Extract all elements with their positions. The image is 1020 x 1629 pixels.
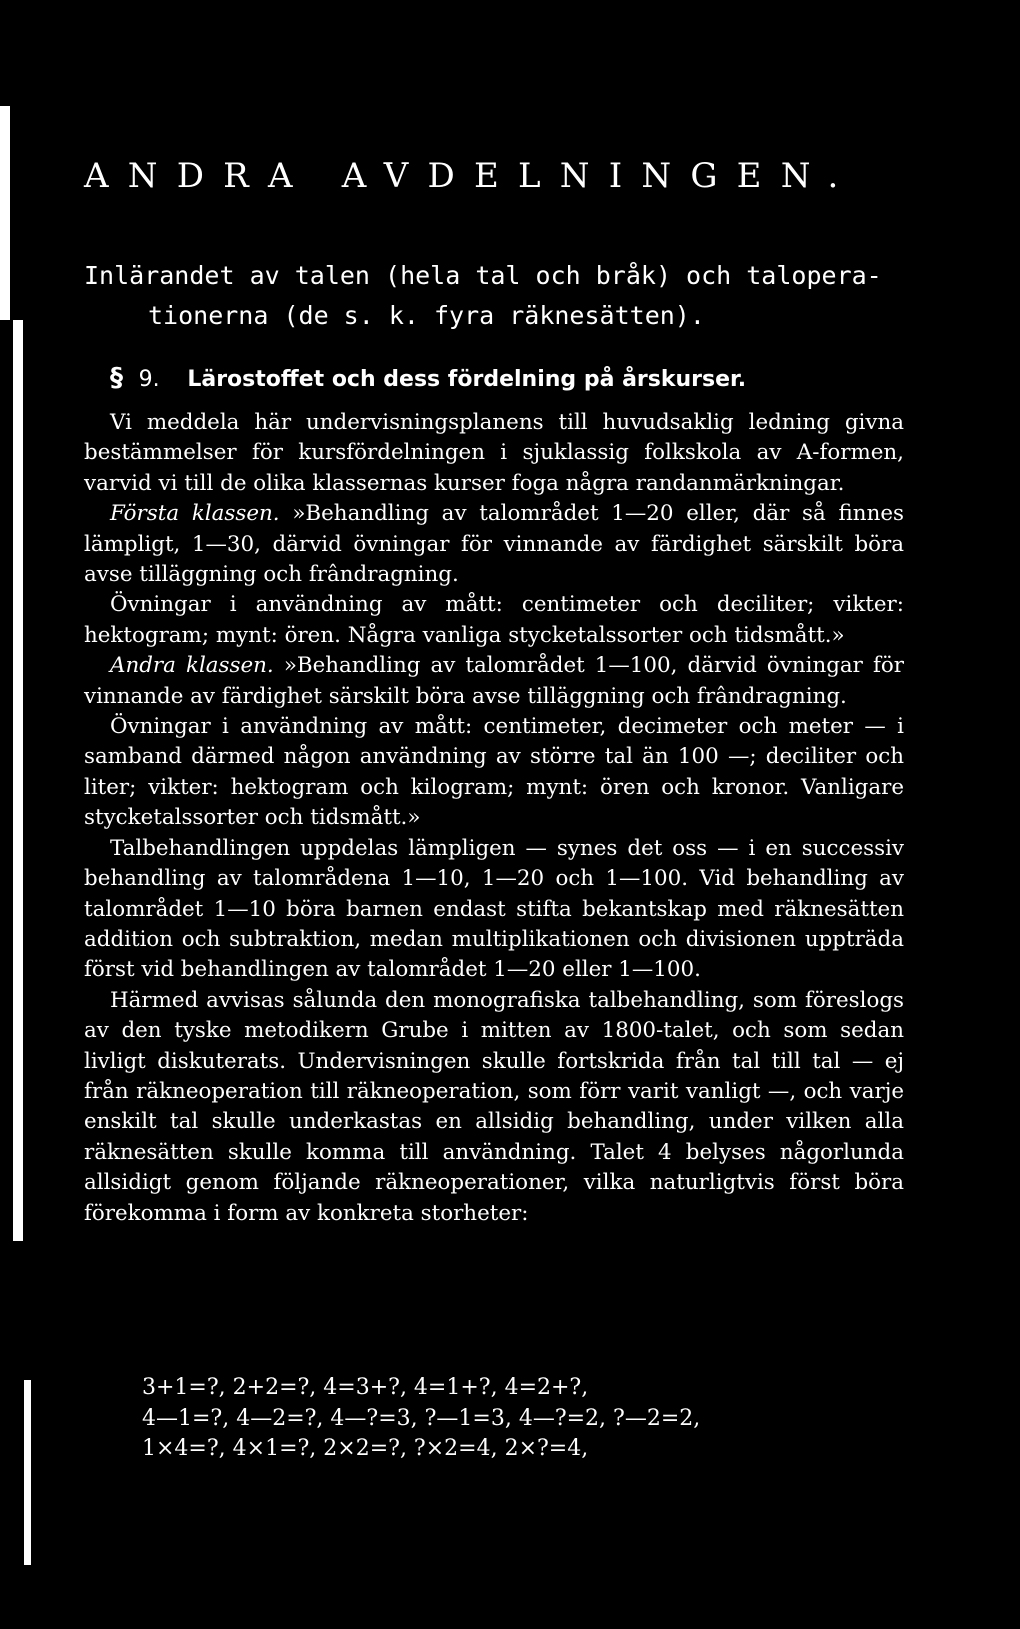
formula-line: 1×4=?, 4×1=?, 2×2=?, ?×2=4, 2×?=4, [142, 1436, 589, 1461]
margin-bar [13, 320, 23, 1241]
paragraph-text: Vi meddela här undervisningsplanens till huvudsaklig ledning givna bestämmelser för kursfördelningen i sjuklassig folkskola av A-formen, varvid vi till de olika klassernas kurser foga några randanmärkningar. [84, 410, 904, 496]
paragraph-text: Härmed avvisas sålunda den monografiska talbehandling, som föreslogs av den tyske metodikern Grube i mitten av 1800-talet, och som sedan livligt diskuterats. Undervisningen skulle fortskrida från tal till tal — ej från räkneoperation till räkneoperation, som förr varit vanligt —, och varje enskilt tal skulle underkastas en allsidig behandling, under vilken alla räknesätten skulle komma till användning. Talet 4 belyses någorlunda allsidigt genom följande räkneoperationer, vilka naturligtvis först böra förekomma i form av konkreta storheter: [84, 987, 904, 1226]
margin-bar [24, 1380, 31, 1565]
paragraph-text: Övningar i användning av mått: centimeter, decimeter och meter — i samband därmed någon användning av större tal än 100 —; deciliter och liter; vikter: hektogram och kilogram; mynt: ören och kronor. Vanligare stycketalssorter och tidsmått.» [84, 714, 904, 831]
section-title: Lärostoffet och dess fördelning på årskurser. [187, 367, 747, 392]
subtitle-line-2: tionerna (de s. k. fyra räknesätten). [148, 301, 705, 330]
paragraph [84, 712, 904, 834]
paragraph-text: »Behandling av talområdet 1—20 eller, där så finnes lämpligt, 1—30, därvid övningar för vinnande av färdighet särskilt böra avse tilläggning och frândragning. [84, 501, 904, 588]
paragraph-text: »Behandling av talområdet 1—100, därvid övningar för vinnande av färdighet särskilt böra avse tilläggning och frândragning. [84, 653, 904, 709]
paragraph-text: Övningar i användning av mått: centimeter och deciliter; vikter: hektogram; mynt: ören. Några vanliga stycketalssorter och tidsmått.» [84, 592, 904, 648]
subtitle-line-1: Inlärandet av talen (hela tal och bråk) och talopera- [84, 261, 882, 290]
paragraph [84, 651, 904, 712]
paragraph [84, 986, 904, 1229]
formula-line: 4—1=?, 4—2=?, 4—?=3, ?—1=3, 4—?=2, ?—2=2, [142, 1405, 701, 1431]
page-heading: ANDRA AVDELNINGEN. [84, 156, 858, 196]
paragraph-text: Talbehandlingen uppdelas lämpligen — synes det oss — i en successiv behandling av talområdena 1—10, 1—20 och 1—100. Vid behandling av talområdet 1—10 böra barnen endast stifta bekantskap med räknesätten addition och subtraktion, medan multiplikationen och divisionen uppträda först vid behandlingen av talområdet 1—20 eller 1—100. [84, 835, 904, 983]
paragraph [84, 834, 904, 986]
paragraph [84, 499, 904, 590]
section-heading [110, 362, 746, 396]
section-number: 9. [138, 367, 160, 392]
body-text [84, 408, 904, 1229]
paragraph [84, 590, 904, 651]
formula-line: 3+1=?, 2+2=?, 4=3+?, 4=1+?, 4=2+?, [142, 1375, 589, 1400]
margin-bar [0, 106, 10, 320]
section-symbol: § [110, 363, 123, 393]
formula-block [142, 1373, 700, 1465]
paragraph [84, 408, 904, 499]
paragraph-lead: Första klassen. [110, 501, 280, 527]
paragraph-lead: Andra klassen. [110, 653, 274, 679]
